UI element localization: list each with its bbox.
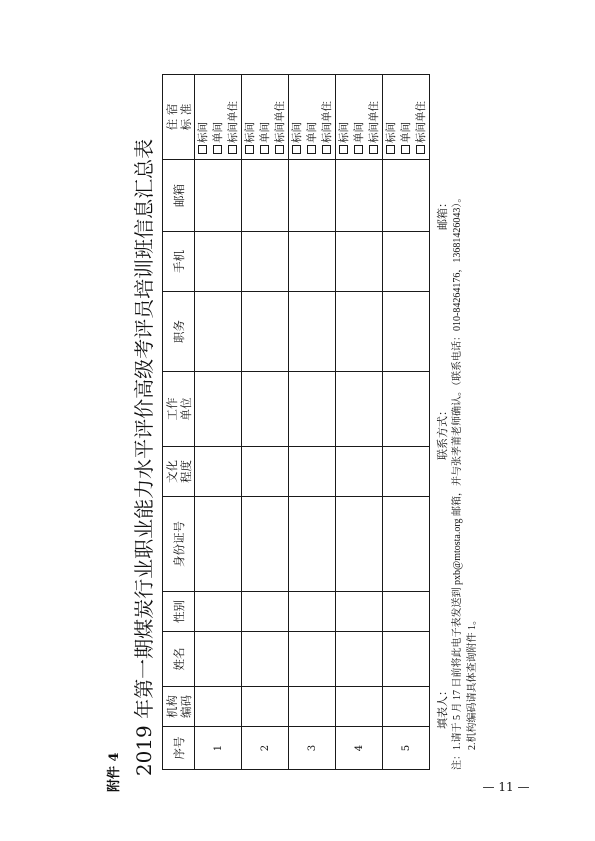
option-label: 标间单住 <box>320 101 333 143</box>
filler-label: 填表人： <box>436 685 449 729</box>
cell-education <box>289 447 336 497</box>
cell-employer <box>336 372 383 447</box>
cell-gender <box>383 592 430 632</box>
checkbox-icon <box>275 145 284 154</box>
header-accommodation <box>163 75 195 160</box>
cell-seq <box>383 727 430 770</box>
accommodation-option <box>196 75 211 154</box>
option-label: 标间单住 <box>226 101 239 143</box>
cell-accommodation <box>383 75 430 160</box>
page-number: — 11 — <box>482 780 530 794</box>
option-label: 单间 <box>352 122 365 143</box>
accommodation-option <box>305 75 320 154</box>
option-label: 单间 <box>211 122 224 143</box>
accommodation-option <box>290 75 305 154</box>
header-label: 单位 <box>178 397 193 421</box>
header-label: 工作 <box>164 397 179 421</box>
table-row <box>195 75 242 770</box>
checkbox-icon <box>322 145 331 154</box>
note-line-1: 注：1.请于 5 月 17 日前将此电子表发送到 pxb@mtosta.org 邮箱，并与张孝莆老师确认。（联系电话：010-84264176，13681426043）。 <box>452 192 463 770</box>
cell-education <box>195 447 242 497</box>
header-label: 文化 <box>164 460 179 483</box>
checkbox-icon <box>292 145 301 154</box>
checkbox-icon <box>307 145 316 154</box>
cell-seq <box>195 727 242 770</box>
cell-name <box>289 632 336 687</box>
cell-mobile <box>289 232 336 292</box>
cell-org-code <box>383 687 430 727</box>
header-org-code <box>163 687 195 727</box>
cell-employer <box>242 372 289 447</box>
cell-education <box>336 447 383 497</box>
cell-org-code <box>336 687 383 727</box>
cell-seq <box>242 727 289 770</box>
accommodation-option <box>258 75 273 154</box>
table-row <box>336 75 383 770</box>
option-label: 标间单住 <box>273 101 286 143</box>
accommodation-option <box>337 75 352 154</box>
cell-accommodation <box>336 75 383 160</box>
checkbox-icon <box>416 145 425 154</box>
cell-email <box>289 160 336 232</box>
cell-accommodation <box>289 75 336 160</box>
cell-position <box>336 292 383 372</box>
cell-employer <box>383 372 430 447</box>
checkbox-icon <box>354 145 363 154</box>
option-label: 标间单住 <box>367 101 380 143</box>
contact-label: 联系方式： <box>436 405 449 460</box>
cell-id-number <box>383 497 430 592</box>
checkbox-icon <box>369 145 378 154</box>
header-label: 住 宿 <box>164 103 179 131</box>
cell-position <box>383 292 430 372</box>
option-label: 标间 <box>290 122 303 143</box>
cell-education <box>383 447 430 497</box>
cell-id-number <box>336 497 383 592</box>
cell-employer <box>195 372 242 447</box>
cell-position <box>289 292 336 372</box>
cell-position <box>195 292 242 372</box>
cell-position <box>242 292 289 372</box>
cell-education <box>242 447 289 497</box>
header-label: 性别 <box>171 600 186 623</box>
accommodation-option <box>243 75 258 154</box>
cell-gender <box>195 592 242 632</box>
cell-name <box>383 632 430 687</box>
accommodation-option <box>367 75 382 154</box>
header-id-number <box>163 497 195 592</box>
table-row <box>289 75 336 770</box>
table-row <box>383 75 430 770</box>
row-number: 3 <box>307 744 318 752</box>
row-number: 2 <box>260 744 271 752</box>
cell-gender <box>242 592 289 632</box>
cell-seq <box>336 727 383 770</box>
cell-gender <box>336 592 383 632</box>
header-employer <box>163 372 195 447</box>
header-label: 手机 <box>171 250 186 273</box>
checkbox-icon <box>213 145 222 154</box>
cell-name <box>242 632 289 687</box>
email-label: 邮箱： <box>436 197 449 230</box>
header-label: 邮箱 <box>171 184 186 207</box>
cell-name <box>195 632 242 687</box>
header-label: 姓名 <box>171 647 186 671</box>
cell-mobile <box>336 232 383 292</box>
cell-id-number <box>289 497 336 592</box>
page-title: 2019 年第一期煤炭行业职业能力水平评价高级考评员培训班信息汇总表 <box>132 138 156 777</box>
checkbox-icon <box>386 145 395 154</box>
header-label: 序号 <box>171 736 186 760</box>
option-label: 单间 <box>305 122 318 143</box>
accommodation-option <box>352 75 367 154</box>
cell-org-code <box>289 687 336 727</box>
accommodation-option <box>273 75 288 154</box>
table-row <box>242 75 289 770</box>
row-number: 4 <box>354 744 365 752</box>
header-name <box>163 632 195 687</box>
option-label: 单间 <box>258 122 271 143</box>
attachment-label: 附件 4 <box>107 752 122 792</box>
cell-name <box>336 632 383 687</box>
option-label: 标间 <box>337 122 350 143</box>
option-label: 标间单住 <box>414 101 427 143</box>
accommodation-option <box>211 75 226 154</box>
option-label: 标间 <box>384 122 397 143</box>
cell-accommodation <box>242 75 289 160</box>
cell-email <box>242 160 289 232</box>
cell-seq <box>289 727 336 770</box>
header-education <box>163 447 195 497</box>
checkbox-icon <box>228 145 237 154</box>
cell-email <box>383 160 430 232</box>
cell-id-number <box>242 497 289 592</box>
header-label: 机构 <box>164 695 179 718</box>
checkbox-icon <box>198 145 207 154</box>
header-position <box>163 292 195 372</box>
cell-mobile <box>195 232 242 292</box>
cell-mobile <box>383 232 430 292</box>
info-summary-table <box>162 74 430 770</box>
header-mobile <box>163 232 195 292</box>
cell-employer <box>289 372 336 447</box>
header-label: 编码 <box>178 695 193 718</box>
checkbox-icon <box>339 145 348 154</box>
header-label: 职务 <box>171 320 186 343</box>
header-gender <box>163 592 195 632</box>
cell-mobile <box>242 232 289 292</box>
checkbox-icon <box>401 145 410 154</box>
cell-gender <box>289 592 336 632</box>
accommodation-option <box>414 75 429 154</box>
option-label: 单间 <box>399 122 412 143</box>
table-header-row <box>163 75 195 770</box>
accommodation-option <box>399 75 414 154</box>
cell-org-code <box>195 687 242 727</box>
checkbox-icon <box>260 145 269 154</box>
note-line-2: 2.机构编码请具体查询附件 1。 <box>467 615 478 750</box>
cell-org-code <box>242 687 289 727</box>
row-number: 5 <box>401 744 412 752</box>
accommodation-option <box>384 75 399 154</box>
accommodation-option <box>320 75 335 154</box>
accommodation-option <box>226 75 241 154</box>
header-seq <box>163 727 195 770</box>
cell-accommodation <box>195 75 242 160</box>
cell-email <box>336 160 383 232</box>
cell-id-number <box>195 497 242 592</box>
header-email <box>163 160 195 232</box>
header-label: 程度 <box>178 460 193 483</box>
option-label: 标间 <box>243 122 256 143</box>
header-label: 标 准 <box>178 103 193 131</box>
row-number: 1 <box>213 744 224 752</box>
header-label: 身份证号 <box>171 521 186 567</box>
cell-email <box>195 160 242 232</box>
checkbox-icon <box>245 145 254 154</box>
option-label: 标间 <box>196 122 209 143</box>
